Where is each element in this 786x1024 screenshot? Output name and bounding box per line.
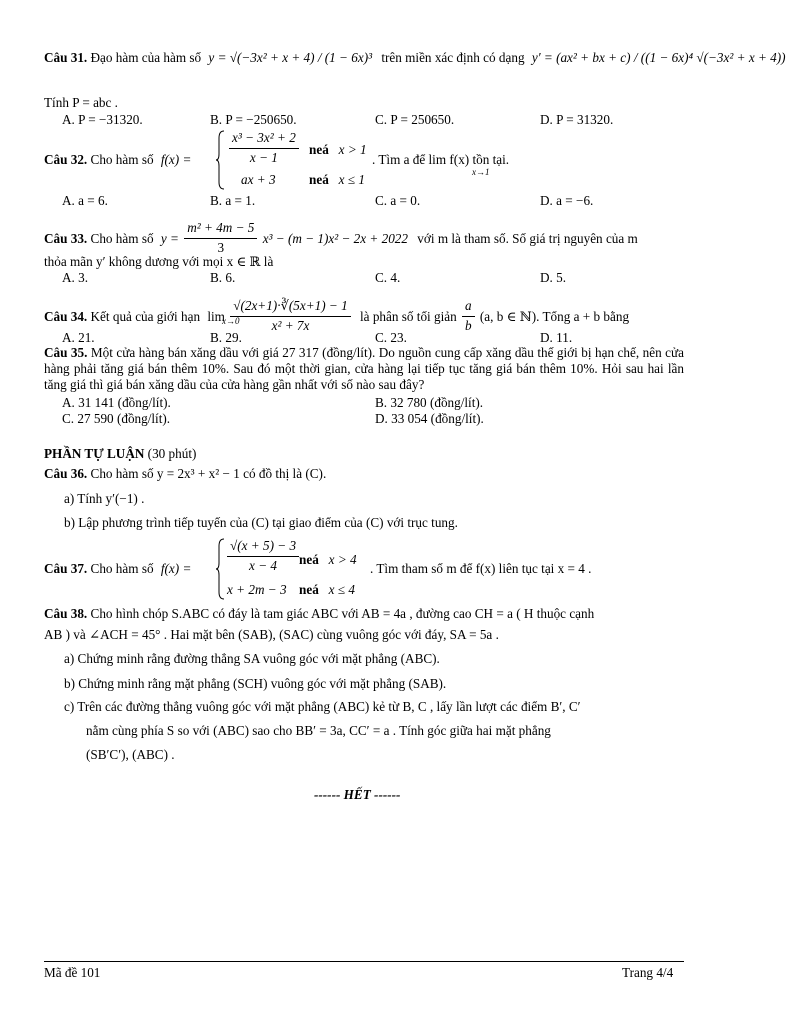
q34-num: √(2x+1)·∛(5x+1) − 1 [230,298,350,317]
q38-line1 [44,606,594,623]
q31-line1 [44,50,786,67]
q31-function: y = √(−3x² + x + 4) / (1 − 6x)³ [208,50,373,65]
q33-text2: với m là tham số. Số giá trị nguyên của m [417,231,638,247]
q34-label: Câu 34. [44,309,88,325]
q31-text2: trên miền xác định có dạng [381,50,525,65]
q37-fx: f(x) = [160,561,192,576]
q32-lim-sub: x→1 [472,167,490,177]
q32-answer-b: B. a = 1. [210,193,256,208]
q31-answer-d: D. P = 31320. [540,112,614,127]
essay-duration: (30 phút) [147,446,197,461]
q37-line [44,561,191,578]
q33-answer-b: B. 6. [210,270,236,285]
q35-paragraph [44,345,684,393]
q35-answer-d: D. 33 054 (đồng/lít). [375,411,484,426]
q32-answer-d: D. a = −6. [540,193,594,208]
q32-fx: f(x) = [160,152,192,167]
footer-exam-code: Mã đề 101 [44,965,101,980]
q35-answer-b: B. 32 780 (đồng/lít). [375,395,484,410]
q36-part-a: a) Tính y′(−1) . [64,491,145,506]
q35-answer-a: A. 31 141 (đồng/lít). [62,395,171,410]
q38-part-c2: nằm cùng phía S so với (ABC) sao cho BB′ = 3a, CC′ = a . Tính góc giữa hai mặt phẳng [86,723,551,738]
q33-answer-a: A. 3. [62,270,89,285]
q32-case1-fraction [227,130,301,166]
q32-case1-cond [309,142,367,159]
q32-text2: . Tìm a để lim f(x) tồn tại. [372,152,510,167]
q36-text: Cho hàm số y = 2x³ + x² − 1 có đồ thị là (C). [90,466,327,481]
q33-func-den: 3 [217,239,225,255]
q32-case1-den: x − 1 [249,149,278,165]
q34-frac-den: b [465,317,472,333]
q37-brace [215,538,225,600]
q34-answer-d: D. 11. [540,330,573,345]
footer-divider [44,961,684,962]
q33-func-num: m² + 4m − 5 [184,220,257,239]
q32-neu2: neá [309,172,329,187]
q37-case2-cond [299,582,355,599]
q34-lim-sub: x→0 [222,316,240,326]
q33-line2: thỏa mãn y′ không dương với mọi x ∈ ℝ là [44,254,274,269]
q34-text1: Kết quả của giới hạn [90,309,201,325]
q32-case2-cond [309,172,365,189]
q38-line2: AB ) và ∠ACH = 45° . Hai mặt bên (SAB), (SAC) cùng vuông góc với đáy, SA = 5a . [44,627,499,642]
q32-text1: Cho hàm số [90,152,154,167]
q36-line [44,466,326,483]
q31-derivative: y′ = (ax² + bx + c) / ((1 − 6x)⁴ √(−3x² + x + 4)) [531,50,786,65]
exam-page [44,0,786,1024]
q37-case1-fraction [225,538,301,574]
q31-label: Câu 31. [44,50,88,65]
q34-answer-a: A. 21. [62,330,95,345]
q34-text3: (a, b ∈ ℕ). Tổng a + b bằng [479,309,630,325]
q32-case1-num: x³ − 3x² + 2 [229,130,299,149]
q37-cond1: x > 4 [328,552,357,567]
q31-answer-b: B. P = −250650. [210,112,297,127]
q32-brace [215,130,225,190]
q33-text1: Cho hàm số [90,231,154,247]
q31-tinh: Tính P = abc . [44,95,118,110]
q32-case2-expr: ax + 3 [241,172,276,187]
q37-cond2: x ≤ 4 [328,582,355,597]
q34-answer-b: B. 29. [210,330,242,345]
essay-heading [44,446,196,463]
q36-part-b: b) Lập phương trình tiếp tuyến của (C) tại giao điểm của (C) với trục tung. [64,515,458,530]
q38-part-c3: (SB′C′), (ABC) . [86,747,175,762]
q34-den: x² + 7x [271,317,310,333]
q31-text1: Đạo hàm của hàm số [90,50,202,65]
q38-label: Câu 38. [44,606,88,621]
q32-answer-c: C. a = 0. [375,193,421,208]
q36-label: Câu 36. [44,466,88,481]
q37-neu1: neá [299,552,319,567]
q37-text1: Cho hàm số [90,561,154,576]
q37-case1-cond [299,552,357,569]
q32-answer-a: A. a = 6. [62,193,108,208]
end-marker: ------ HẾT ------ [314,787,401,802]
q33-func-rest: x³ − (m − 1)x² − 2x + 2022 [262,231,408,247]
q33-answer-d: D. 5. [540,270,567,285]
q38-part-a: a) Chứng minh rằng đường thẳng SA vuông góc với mặt phẳng (ABC). [64,651,440,666]
q32-cond1: x > 1 [338,142,367,157]
q37-label: Câu 37. [44,561,88,576]
q33-label: Câu 33. [44,231,88,247]
q34-answer-c: C. 23. [375,330,407,345]
q33-answer-c: C. 4. [375,270,401,285]
q37-text2: . Tìm tham số m để f(x) liên tục tại x = 4 . [370,561,592,576]
q33-line1: Câu 33. Cho hàm số y = $\frac{\text{m² + 4m − 5}}{3}$ x³ − (m − 1)x² − 2x + 2022 với m là tham số. Số giá trị nguyên của m [44,220,638,255]
q35-answer-c: C. 27 590 (đồng/lít). [62,411,171,426]
q31-answer-c: C. P = 250650. [375,112,455,127]
q37-neu2: neá [299,582,319,597]
q32-label: Câu 32. [44,152,88,167]
q38-part-c1: c) Trên các đường thẳng vuông góc với mặt phẳng (ABC) kẻ từ B, C , lấy lần lượt các điểm B′, C′ [64,699,581,714]
q31-answer-a: A. P = −31320. [62,112,143,127]
q34-lim: lim [207,309,225,325]
q32-neu1: neá [309,142,329,157]
q35-text: Một cửa hàng bán xăng dầu với giá 27 317 (đồng/lít). Do nguồn cung cấp xăng dầu thế giới bị hạn chế, nên cửa hàng phải tăng giá bán thêm 10%. Sau đó một thời gian, cửa hàng lại tiếp tục tăng giá bán thêm 10%. Hỏi sau hai lần tăng giá thì giá bán xăng dầu của cửa hàng gần nhất với số nào sau đây? [44,345,685,392]
q35-label: Câu 35. [44,345,88,360]
footer-page-number: Trang 4/4 [622,965,674,980]
q37-case2-expr: x + 2m − 3 [227,582,287,597]
q32-line [44,152,191,169]
q32-cond2: x ≤ 1 [338,172,365,187]
essay-title: PHẦN TỰ LUẬN [44,446,145,461]
q34-frac-num: a [462,298,475,317]
q38-text-line1: Cho hình chóp S.ABC có đáy là tam giác ABC với AB = 4a , đường cao CH = a ( H thuộc cạnh [90,606,595,621]
q34-text2: là phân số tối giản [360,309,457,325]
q37-case1-den: x − 4 [249,557,277,573]
q38-part-b: b) Chứng minh rằng mặt phẳng (SCH) vuông góc với mặt phẳng (SAB). [64,676,447,691]
q37-case1-num: √(x + 5) − 3 [227,538,299,557]
